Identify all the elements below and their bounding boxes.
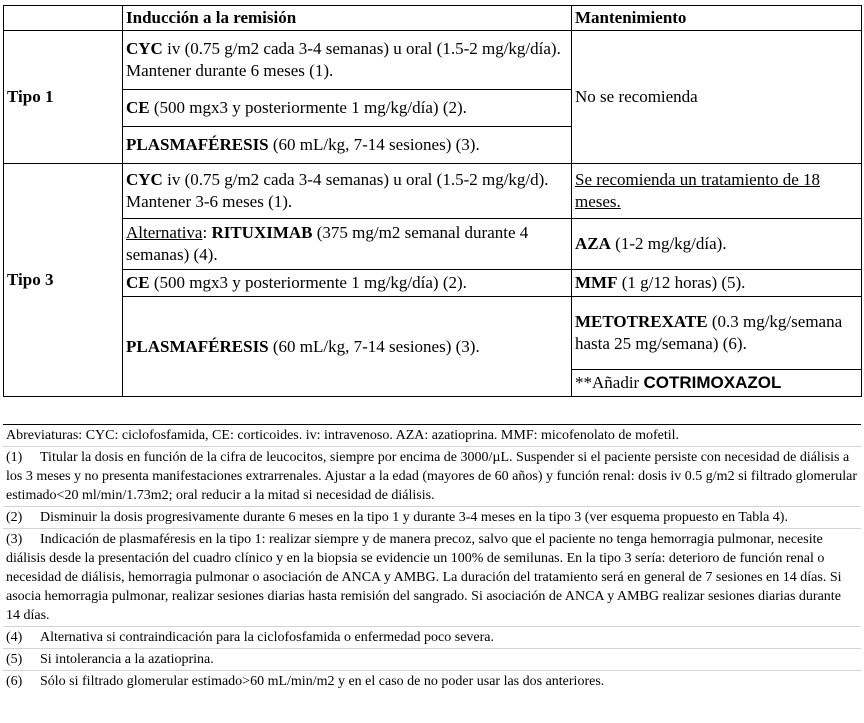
tipo1-label: Tipo 1	[4, 31, 123, 164]
drug-name: CYC	[126, 170, 163, 189]
drug-name: COTRIMOXAZOL	[643, 373, 782, 392]
tipo3-induction-ce	[123, 270, 572, 297]
drug-dosage: iv (0.75 g/m2 cada 3-4 semanas) u oral (1.5-2 mg/kg/d). Mantener 3-6 meses (1).	[126, 170, 549, 211]
tipo1-induction-cyc	[123, 31, 572, 90]
drug-dosage: (1-2 mg/kg/día).	[610, 234, 727, 253]
drug-name: PLASMAFÉRESIS	[126, 336, 269, 356]
abbreviations-row	[3, 425, 861, 447]
tipo1-induction-plasma	[123, 127, 572, 164]
tipo3-induction-rituximab	[123, 219, 572, 270]
drug-name: MMF	[575, 273, 618, 292]
footnotes	[3, 424, 861, 692]
footnote-text: Titular la dosis en función de la cifra de leucocitos, siempre por encima de 3000/µL. Suspender si el paciente persiste con necesidad de diálisis a los 3 meses y no presenta manifestaciones extrarrenales. Ajustar a la edad (mayores de 60 años) y función renal: dosis iv 0.5 g/m2 si filtrado glomerular estimado<20 ml/min/1.73m2; oral reducir a la mitad si necesidad de diálisis.	[6, 450, 858, 503]
drug-name: AZA	[575, 234, 611, 253]
tipo3-maintenance-mmf	[572, 270, 862, 297]
drug-name: CYC	[126, 39, 163, 58]
alternative-colon: :	[202, 223, 212, 242]
drug-dosage: (0.3 mg/kg/semana hasta 25 mg/semana) (6).	[575, 312, 843, 353]
alternative-label: Alternativa	[126, 223, 203, 242]
add-note-prefix: **Añadir	[575, 373, 644, 392]
footnote-row	[3, 649, 861, 671]
drug-name: CE	[126, 273, 150, 292]
footnote-text: Alternativa si contraindicación para la ciclofosfamida o enfermedad poco severa.	[40, 630, 495, 645]
header-induction: Inducción a la remisión	[123, 6, 572, 31]
tipo3-maintenance-cotrimoxazol	[572, 370, 862, 397]
tipo3-row-3	[4, 270, 862, 297]
tipo1-row-1	[4, 31, 862, 90]
tipo3-label: Tipo 3	[4, 164, 123, 397]
tipo3-row-1	[4, 164, 862, 219]
header-empty-cell	[4, 6, 123, 31]
footnote-row	[3, 671, 861, 693]
abbreviations: Abreviaturas: CYC: ciclofosfamida, CE: corticoides. iv: intravenoso. AZA: azatioprina. MMF: micofenolato de mofetil.	[3, 425, 861, 447]
drug-dosage: (500 mgx3 y posteriormente 1 mg/kg/día) (2).	[149, 273, 467, 292]
tipo3-maintenance-aza	[572, 219, 862, 270]
footnote-5	[3, 649, 861, 671]
footnote-6	[3, 671, 861, 693]
tipo1-induction-ce	[123, 90, 572, 127]
tipo3-induction-plasma	[123, 297, 572, 397]
drug-name: PLASMAFÉRESIS	[126, 135, 269, 154]
drug-dosage: iv (0.75 g/m2 cada 3-4 semanas) u oral (1.5-2 mg/kg/día). Mantener durante 6 meses (1).	[126, 39, 561, 80]
footnote-row	[3, 627, 861, 649]
footnote-number: (6)	[6, 674, 23, 689]
footnote-3	[3, 529, 861, 627]
tipo3-row-4	[4, 297, 862, 370]
tipo3-row-2	[4, 219, 862, 270]
footnote-1	[3, 447, 861, 507]
tipo1-maintenance: No se recomienda	[572, 31, 862, 164]
drug-dosage: (60 mL/kg, 7-14 sesiones) (3).	[268, 336, 480, 356]
footnote-number: (3)	[6, 532, 23, 547]
drug-name: RITUXIMAB	[211, 223, 313, 242]
header-maintenance: Mantenimiento	[572, 6, 862, 31]
drug-name: METOTREXATE	[575, 312, 708, 331]
drug-dosage: (60 mL/kg, 7-14 sesiones) (3).	[268, 135, 480, 154]
footnote-row	[3, 507, 861, 529]
tipo3-induction-cyc	[123, 164, 572, 219]
footnote-row	[3, 447, 861, 507]
tipo3-maintenance-metotrexate	[572, 297, 862, 370]
footnote-number: (2)	[6, 510, 23, 525]
header-row	[4, 6, 862, 31]
footnote-4	[3, 627, 861, 649]
drug-dosage: (1 g/12 horas) (5).	[617, 273, 746, 292]
footnote-2	[3, 507, 861, 529]
drug-dosage: (500 mgx3 y posteriormente 1 mg/kg/día) (2).	[149, 98, 467, 117]
treatment-table	[3, 5, 862, 397]
tipo3-maintenance-duration	[572, 164, 862, 219]
footnote-number: (5)	[6, 652, 23, 667]
footnote-text: Indicación de plasmaféresis en la tipo 1: realizar siempre y de manera precoz, salvo que el paciente no tenga hemorragia pulmonar, necesite diálisis desde la presentación del cuadro clínico y en la biopsia se evidencie un 100% de semilunas. En la tipo 3 sería: deterioro de función renal o necesidad de diálisis, hemorragia pulmonar o asociación de ANCA y AMBG. La duración del tratamiento será en general de 7 sesiones en 14 días. Si asocia hemorragia pulmonar, realizar sesiones diarias hasta remisión del sangrado. Si asociación de ANCA y AMBG realizar sesiones diarias durante 14 días.	[6, 532, 842, 623]
drug-name: CE	[126, 98, 150, 117]
footnote-text: Si intolerancia a la azatioprina.	[40, 652, 214, 667]
footnote-row	[3, 529, 861, 627]
footnote-number: (4)	[6, 630, 23, 645]
maintenance-recommendation: Se recomienda un tratamiento de 18 meses.	[575, 170, 820, 211]
drug-dosage: (375 mg/m2 semanal durante 4 semanas) (4).	[126, 223, 529, 264]
footnote-text: Sólo si filtrado glomerular estimado>60 mL/min/m2 y en el caso de no poder usar las dos anteriores.	[40, 674, 605, 689]
footnote-text: Disminuir la dosis progresivamente durante 6 meses en la tipo 1 y durante 3-4 meses en la tipo 3 (ver esquema propuesto en Tabla 4).	[40, 510, 788, 525]
footnote-number: (1)	[6, 450, 23, 465]
